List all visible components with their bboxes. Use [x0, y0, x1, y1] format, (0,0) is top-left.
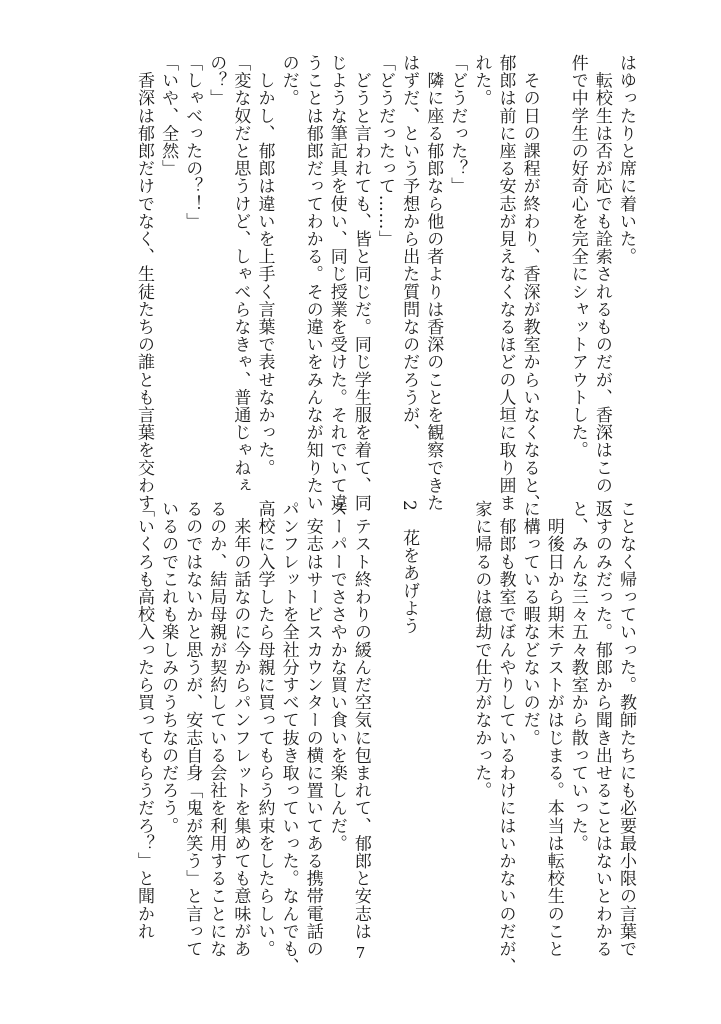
text-column: 返すのみだった。郁郎から聞き出せることはないとわかる — [591, 500, 612, 958]
chapter-heading: 2 花をあげよう — [399, 500, 420, 635]
page-number: 7 — [355, 944, 366, 962]
text-column: じような筆記具を使い、同じ授業を受けた。それでいて違 — [326, 54, 347, 512]
text-column: 件で中学生の好奇心を完全にシャットアウトした。 — [567, 54, 588, 459]
text-column: テスト終わりの緩んだ空気に包まれて、郁郎と安志は — [350, 500, 371, 940]
text-column: 郁郎も教室でぼんやりしているわけにはいかないのだが、 — [495, 500, 516, 976]
text-column: 明後日から期末テストがはじまる。本当は転校生のこと — [543, 500, 564, 958]
text-column: 「いや、全然」 — [158, 54, 179, 178]
text-column: スーパーでささやかな買い食いを楽しんだ。 — [326, 500, 347, 852]
text-column: その日の課程が終わり、香深が教室からいなくなると、 — [519, 54, 540, 512]
text-column: 「どうだったって……」 — [375, 54, 395, 248]
text-column: に構っている暇などないのだ。 — [519, 500, 540, 747]
text-column: しかし、郁郎は違いを上手く言葉で表せなかった。 — [254, 54, 275, 477]
text-column: 「いくろも高校入ったら買ってもらうだろ？」と聞かれ — [134, 500, 154, 940]
text-column: 安志はサービスカウンターの横に置いてある携帯電話の — [302, 500, 323, 958]
text-column: いるのでこれも楽しみのうちなのだろう。 — [158, 500, 179, 835]
text-column: 「変な奴だと思うけど、しゃべらなきゃ、普通じゃねぇ — [230, 54, 251, 494]
text-column: 隣に座る郁郎なら他の者よりは香深のことを観察できた — [423, 54, 444, 512]
text-column: るのではないかと思うが、安志自身「鬼が笑う」と言って — [182, 500, 203, 958]
text-column: 高校に入学したら母親に買ってもらう約束をしたらしい。 — [254, 500, 275, 958]
text-column: 転校生は否が応でも詮索されるものだが、香深はこの一 — [591, 54, 612, 512]
text-column: ことなく帰っていった。教師たちにも必要最小限の言葉で — [616, 500, 636, 958]
text-column: 香深は郁郎だけでなく、生徒たちの誰とも言葉を交わす — [134, 54, 154, 512]
text-column: うことは郁郎だってわかる。その違いをみんなが知りたい — [302, 54, 323, 512]
text-column: と、みんな三々五々教室から散っていった。 — [567, 500, 588, 852]
text-column: の？」 — [206, 54, 227, 107]
text-column: 「どうだった？」 — [447, 54, 468, 195]
text-column: どうと言われても、皆と同じだ。同じ学生服を着て、同 — [350, 54, 371, 512]
text-column: るのか、結局母親が契約している会社を利用することにな — [206, 500, 227, 958]
text-column: はゆったりと席に着いた。 — [616, 54, 636, 266]
text-column: パンフレットを全社分すべて抜き取っていった。なんでも、 — [278, 500, 299, 976]
text-column: のだ。 — [278, 54, 299, 107]
text-column: 「しゃべったの？！」 — [182, 54, 203, 230]
text-column: 来年の話なのに今からパンフレットを集めても意味があ — [230, 500, 251, 958]
text-column: 家に帰るのは億劫で仕方がなかった。 — [471, 500, 492, 800]
text-column: 郁郎は前に座る安志が見えなくなるほどの人垣に取り囲ま — [495, 54, 516, 512]
text-column: れた。 — [471, 54, 492, 107]
text-column: はずだ、という予想から出た質問なのだろうが、 — [399, 54, 420, 442]
